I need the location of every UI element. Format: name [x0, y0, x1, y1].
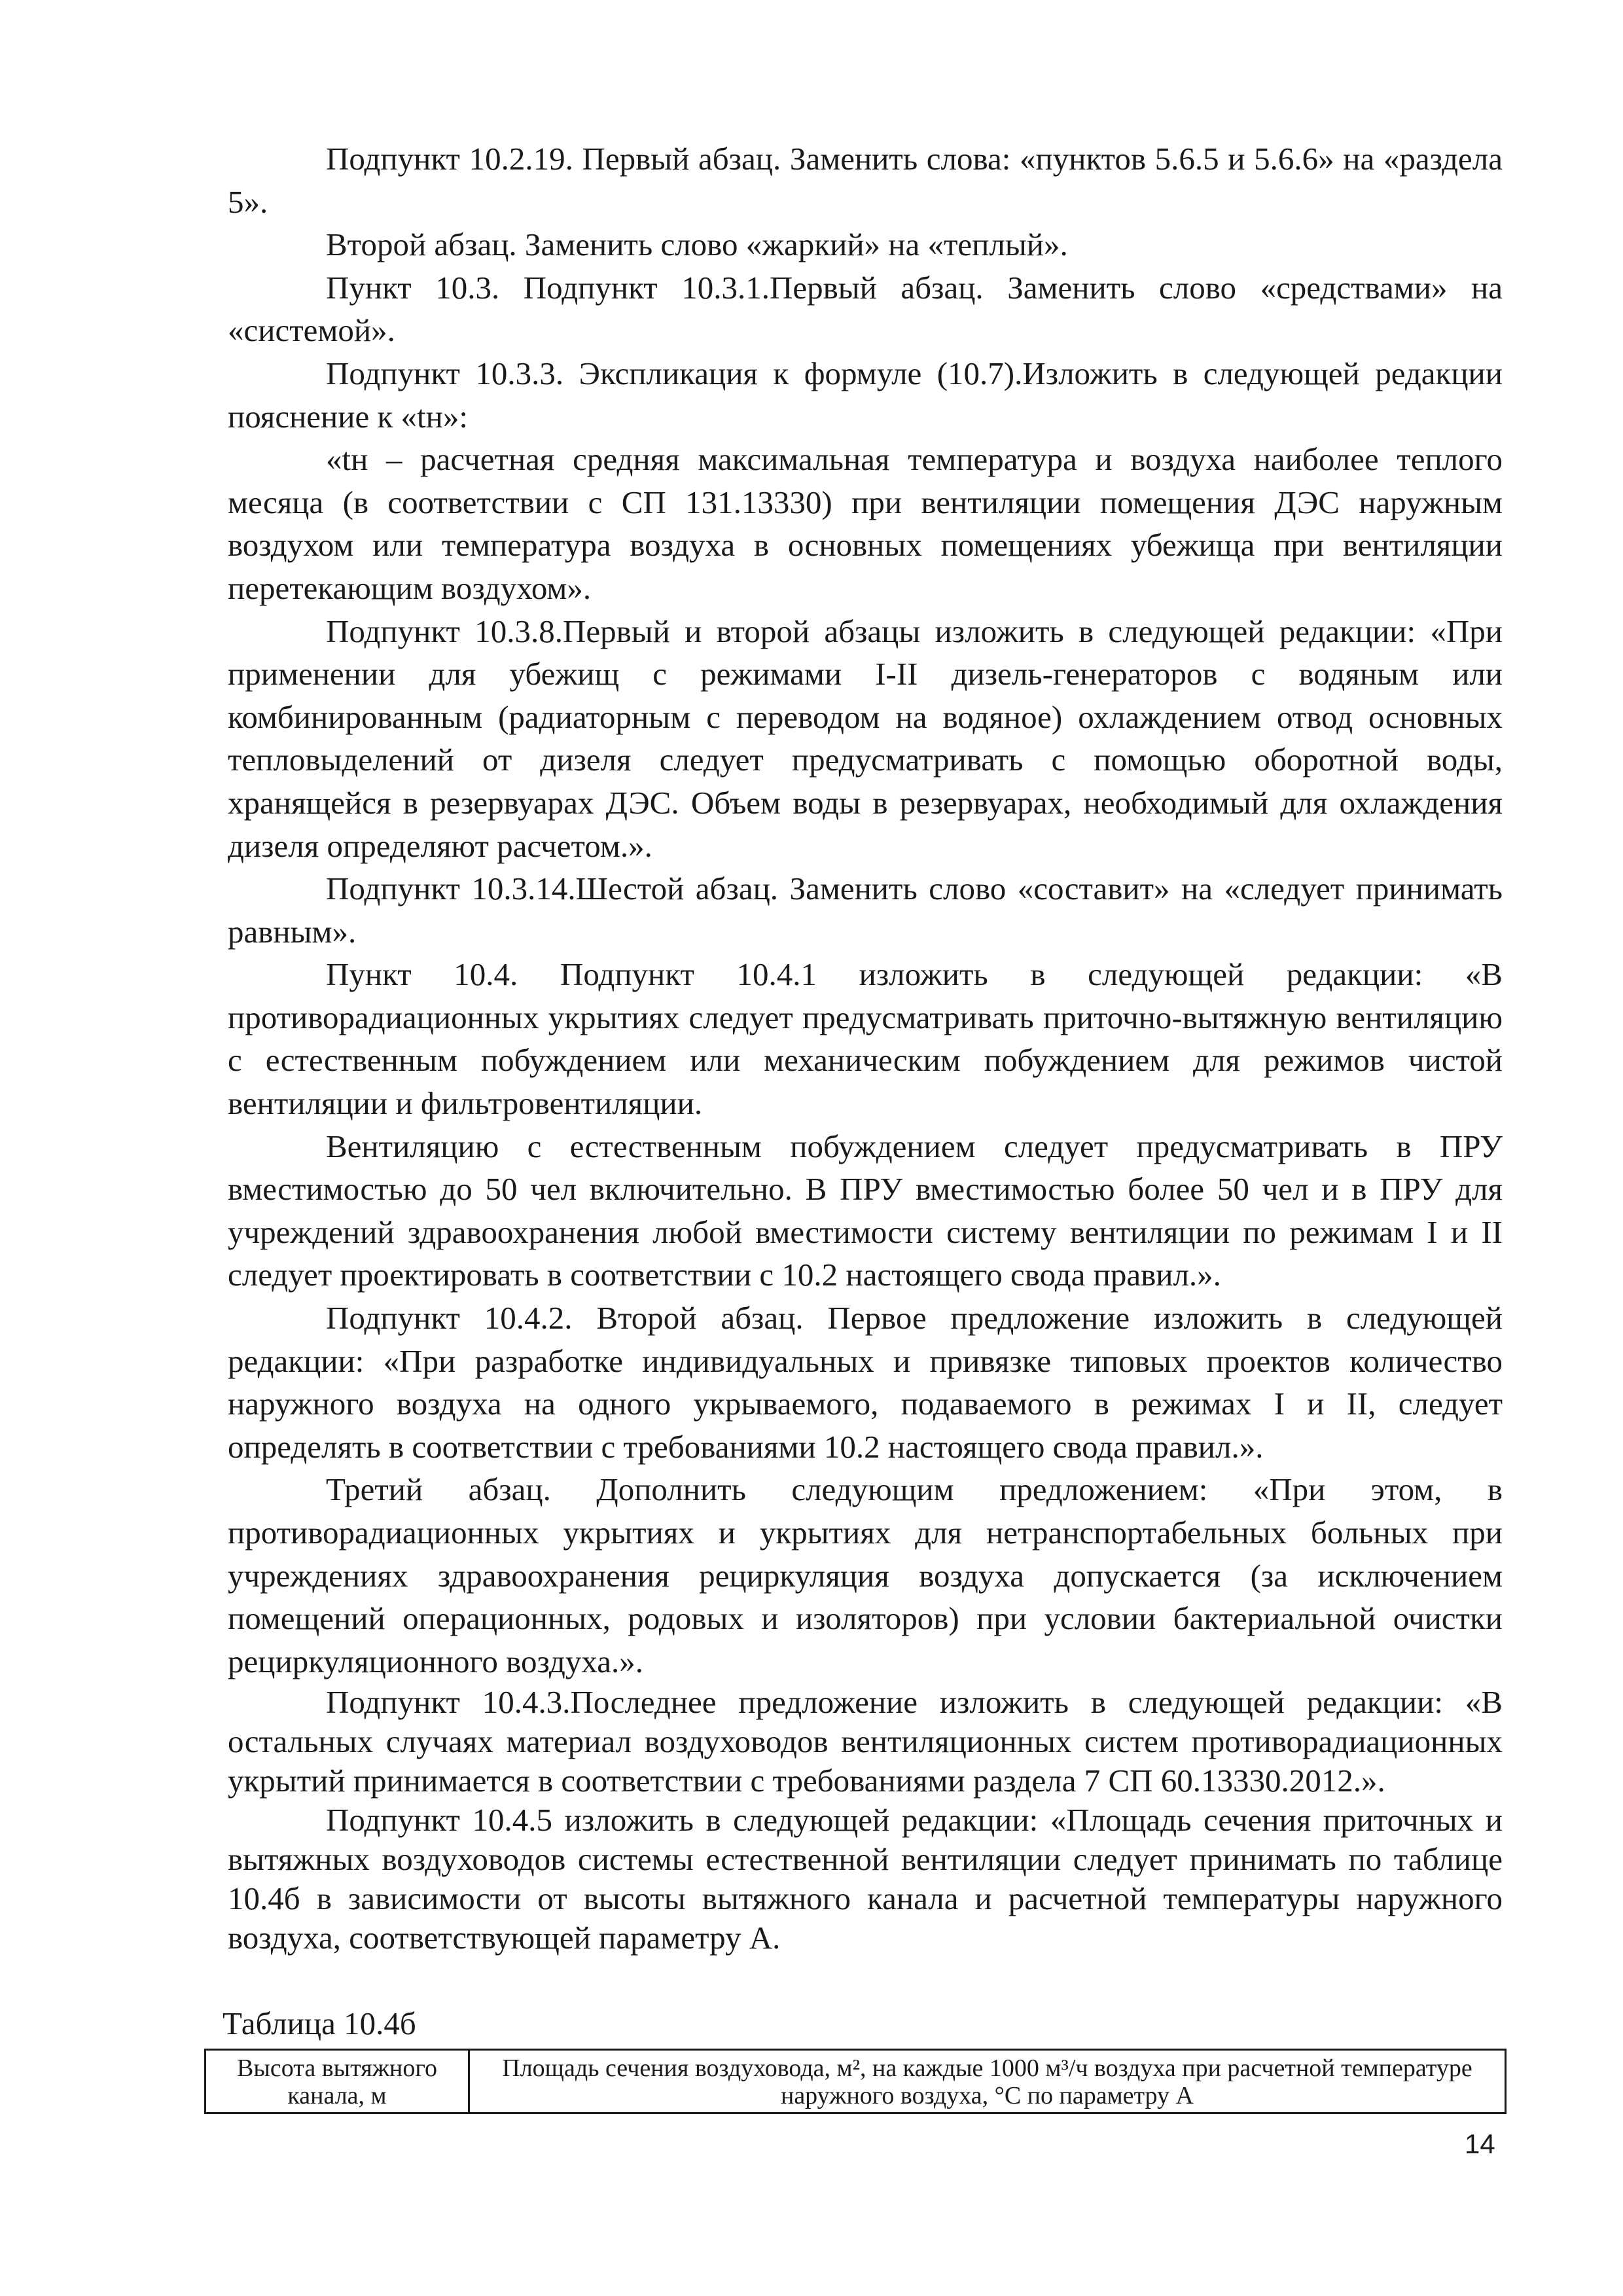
paragraph-10-3-3: Подпункт 10.3.3. Экспликация к формуле (10.7).Изложить в следующей редакции пояснение к «tн»: — [228, 355, 1503, 435]
body-text — [228, 137, 1503, 1958]
paragraph-10-2-19: Подпункт 10.2.19. Первый абзац. Заменить слова: «пунктов 5.6.5 и 5.6.6» на «раздела 5». — [228, 141, 1503, 220]
paragraph-tn-definition: «tн – расчетная средняя максимальная температура и воздуха наиболее теплого месяца (в соответствии с СП 131.13330) при вентиляции помещения ДЭС наружным воздухом или температура воздуха в основных помещениях убежища при вентиляции перетекающим воздухом». — [228, 441, 1503, 606]
table-caption: Таблица 10.4б — [223, 2005, 416, 2041]
paragraph-10-4-5: Подпункт 10.4.5 изложить в следующей редакции: «Площадь сечения приточных и вытяжных воздуховодов системы естественной вентиляции следует принимать по таблице 10.4б в зависимости от высоты вытяжного канала и расчетной температуры наружного воздуха, соответствующей параметру А. — [228, 1802, 1503, 1956]
page-number: 14 — [1465, 2128, 1495, 2159]
paragraph-natural-ventilation: Вентиляцию с естественным побуждением следует предусматривать в ПРУ вместимостью до 50 чел включительно. В ПРУ вместимостью более 50 чел и в ПРУ для учреждений здравоохранения любой вместимости систему вентиляции по режимам I и II следует проектировать в соответствии с 10.2 настоящего свода правил.». — [228, 1128, 1503, 1293]
paragraph-10-3-1: Пункт 10.3. Подпункт 10.3.1.Первый абзац. Заменить слово «средствами» на «системой». — [228, 269, 1503, 349]
table-header-row — [205, 2050, 1506, 2113]
paragraph-10-3-14: Подпункт 10.3.14.Шестой абзац. Заменить слово «составит» на «следует принимать равным». — [228, 870, 1503, 950]
header-section-area: Площадь сечения воздуховода, м², на каждые 1000 м³/ч воздуха при расчетной температуре наружного воздуха, °С по параметру А — [469, 2050, 1506, 2113]
header-height: Высота вытяжного канала, м — [205, 2050, 469, 2113]
paragraph-10-4-1: Пункт 10.4. Подпункт 10.4.1 изложить в следующей редакции: «В противорадиационных укрытиях следует предусматривать приточно-вытяжную вентиляцию с естественным побуждением или механическим побуждением для режимов чистой вентиляции и фильтровентиляции. — [228, 956, 1503, 1122]
paragraph-10-4-2: Подпункт 10.4.2. Второй абзац. Первое предложение изложить в следующей редакции: «При разработке индивидуальных и привязке типовых проектов количество наружного воздуха на одного укрываемого, подаваемого в режимах I и II, следует определять в соответствии с требованиями 10.2 настоящего свода правил.». — [228, 1300, 1503, 1465]
table-10-4b — [204, 2049, 1507, 2114]
paragraph-second-abzac: Второй абзац. Заменить слово «жаркий» на «теплый». — [326, 226, 1068, 263]
paragraph-10-3-8: Подпункт 10.3.8.Первый и второй абзацы изложить в следующей редакции: «При применении для убежищ с режимами I-II дизель-генераторов с водяным или комбинированным (радиаторным с переводом на водяное) охлаждением отвод основных тепловыделений от дизеля следует предусматривать с помощью оборотной воды, хранящейся в резервуарах ДЭС. Объем воды в резервуарах, необходимый для охлаждения дизеля определяют расчетом.». — [228, 613, 1503, 864]
paragraph-10-4-3: Подпункт 10.4.3.Последнее предложение изложить в следующей редакции: «В остальных случаях материал воздуховодов вентиляционных систем противорадиационных укрытий принимается в соответствии с требованиями раздела 7 СП 60.13330.2012.». — [228, 1684, 1503, 1799]
paragraph-third-abzac: Третий абзац. Дополнить следующим предложением: «При этом, в противорадиационных укрытиях и укрытиях для нетранспортабельных больных при учреждениях здравоохранения рециркуляция воздуха допускается (за исключением помещений операционных, родовых и изоляторов) при условии бактериальной очистки рециркуляционного воздуха.». — [228, 1471, 1503, 1679]
